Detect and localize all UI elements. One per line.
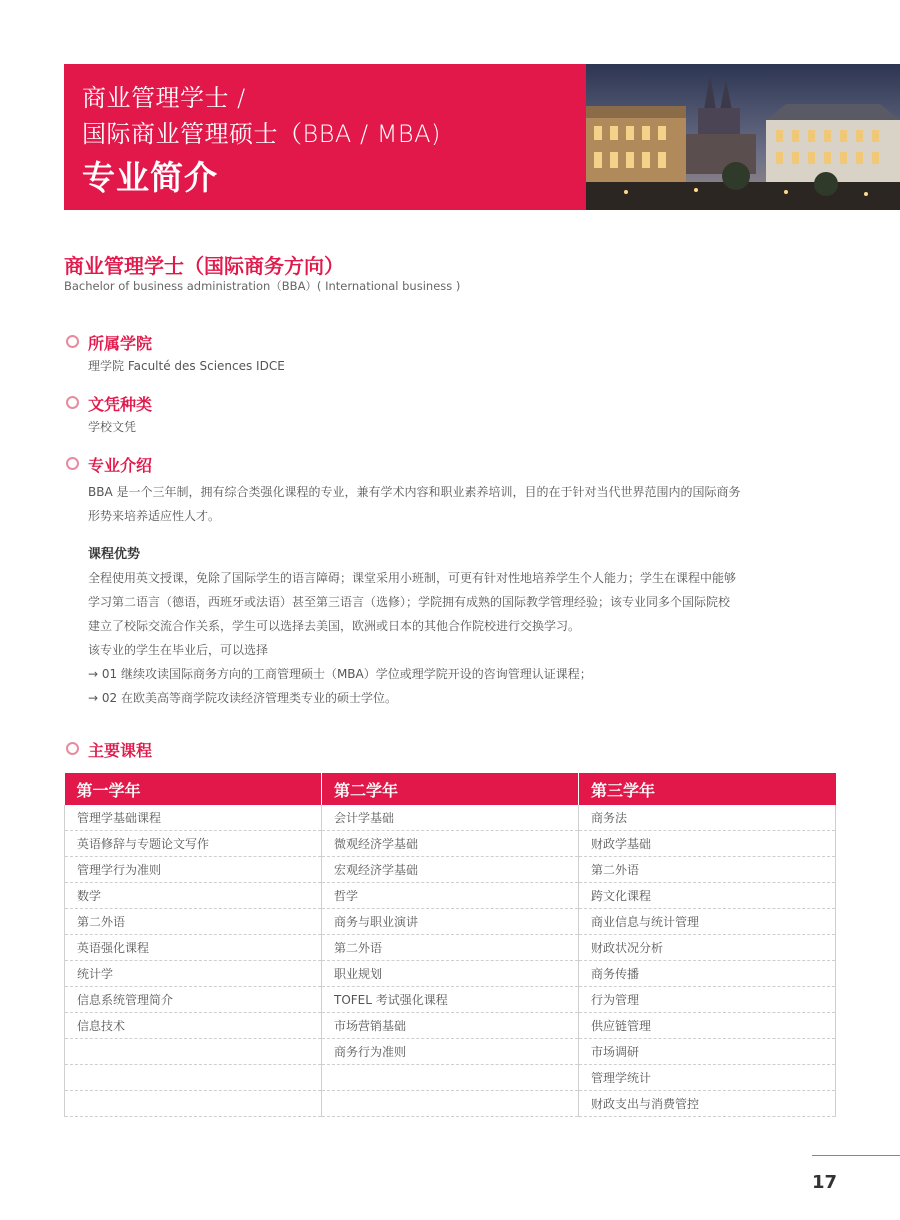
- banner-title-line2: 国际商业管理硕士（BBA / MBA): [82, 120, 441, 148]
- course-cell: 市场调研: [579, 1039, 836, 1065]
- course-cell: 哲学: [322, 883, 579, 909]
- graduate-option-1: → 01 继续攻读国际商务方向的工商管理硕士（MBA）学位或理学院开设的咨询管理认证课程；: [88, 667, 592, 681]
- course-cell: [65, 1065, 322, 1091]
- program-title: 商业管理学士（国际商务方向）: [64, 254, 344, 278]
- diploma-text: 学校文凭: [88, 420, 137, 434]
- table-row: [65, 987, 836, 1013]
- table-row: [65, 935, 836, 961]
- faculty-heading-label: 所属学院: [88, 334, 153, 353]
- course-cell: 管理学基础课程: [65, 805, 322, 831]
- course-cell: 管理学行为准则: [65, 857, 322, 883]
- circle-bullet-icon: [66, 457, 79, 470]
- page-number: 17: [812, 1172, 838, 1193]
- course-cell: 跨文化课程: [579, 883, 836, 909]
- course-cell: 宏观经济学基础: [322, 857, 579, 883]
- course-cell: 信息技术: [65, 1013, 322, 1039]
- table-row: [65, 1065, 836, 1091]
- course-cell: 供应链管理: [579, 1013, 836, 1039]
- table-row: [65, 909, 836, 935]
- circle-bullet-icon: [66, 742, 79, 755]
- faculty-text: 理学院 Faculté des Sciences IDCE: [88, 359, 285, 373]
- table-row: [65, 1039, 836, 1065]
- courses-table: [64, 773, 836, 1117]
- intro-line-1: BBA 是一个三年制，拥有综合类强化课程的专业，兼有学术内容和职业素养培训，目的在于针对当代世界范围内的国际商务: [88, 485, 741, 499]
- table-row: [65, 1013, 836, 1039]
- year-3-header: 第三学年: [579, 773, 836, 805]
- table-row: [65, 883, 836, 909]
- course-cell: 第二外语: [65, 909, 322, 935]
- course-cell: 第二外语: [322, 935, 579, 961]
- page-number-rule: [812, 1155, 900, 1156]
- course-cell: 统计学: [65, 961, 322, 987]
- year-2-header: 第二学年: [322, 773, 579, 805]
- advantages-line-2: 学习第二语言（德语，西班牙或法语）甚至第三语言（选修）；学院拥有成熟的国际教学管理经验；该专业同多个国际院校: [88, 595, 731, 609]
- year-1-header: 第一学年: [65, 773, 322, 805]
- course-cell: TOFEL 考试强化课程: [322, 987, 579, 1013]
- intro-heading-label: 专业介绍: [88, 456, 153, 475]
- courses-heading: [66, 738, 152, 761]
- course-cell: 财政状况分析: [579, 935, 836, 961]
- table-row: [65, 857, 836, 883]
- city-night-photo: [586, 64, 900, 210]
- circle-bullet-icon: [66, 335, 79, 348]
- course-cell: 财政支出与消费管控: [579, 1091, 836, 1117]
- table-row: [65, 831, 836, 857]
- course-cell: [322, 1091, 579, 1117]
- intro-line-2: 形势来培养适应性人才。: [88, 509, 221, 523]
- course-cell: 第二外语: [579, 857, 836, 883]
- table-row: [65, 1091, 836, 1117]
- banner-title-line3: 专业简介: [82, 158, 218, 197]
- course-cell: 商务行为准则: [322, 1039, 579, 1065]
- course-cell: [65, 1039, 322, 1065]
- course-cell: 商务传播: [579, 961, 836, 987]
- banner-title-line1: 商业管理学士 /: [82, 84, 246, 112]
- course-cell: 信息系统管理简介: [65, 987, 322, 1013]
- course-cell: 商业信息与统计管理: [579, 909, 836, 935]
- course-cell: 微观经济学基础: [322, 831, 579, 857]
- course-cell: 财政学基础: [579, 831, 836, 857]
- course-cell: 管理学统计: [579, 1065, 836, 1091]
- advantages-line-1: 全程使用英文授课，免除了国际学生的语言障碍；课堂采用小班制，可更有针对性地培养学生个人能力；学生在课程中能够: [88, 571, 737, 585]
- course-cell: 市场营销基础: [322, 1013, 579, 1039]
- course-cell: [322, 1065, 579, 1091]
- table-row: [65, 961, 836, 987]
- diploma-heading-label: 文凭种类: [88, 395, 153, 414]
- course-cell: 职业规划: [322, 961, 579, 987]
- intro-heading: [66, 453, 152, 476]
- course-cell: 会计学基础: [322, 805, 579, 831]
- courses-heading-label: 主要课程: [88, 741, 153, 760]
- course-cell: 英语修辞与专题论文写作: [65, 831, 322, 857]
- advantages-heading: 课程优势: [88, 547, 141, 562]
- circle-bullet-icon: [66, 396, 79, 409]
- course-cell: [65, 1091, 322, 1117]
- course-cell: 英语强化课程: [65, 935, 322, 961]
- table-row: [65, 805, 836, 831]
- advantages-line-3: 建立了校际交流合作关系，学生可以选择去美国，欧洲或日本的其他合作院校进行交换学习。: [88, 619, 581, 633]
- courses-header-row: [65, 773, 836, 805]
- graduate-option-2: → 02 在欧美高等商学院攻读经济管理类专业的硕士学位。: [88, 691, 397, 705]
- course-cell: 行为管理: [579, 987, 836, 1013]
- city-night-illustration: [586, 64, 900, 210]
- advantages-line-4: 该专业的学生在毕业后，可以选择: [88, 643, 269, 657]
- program-subtitle: Bachelor of business administration（BBA）( International business ): [64, 279, 461, 293]
- diploma-heading: [66, 392, 152, 415]
- course-cell: 商务与职业演讲: [322, 909, 579, 935]
- title-banner: [64, 64, 586, 210]
- course-cell: 数学: [65, 883, 322, 909]
- faculty-heading: [66, 331, 152, 354]
- course-cell: 商务法: [579, 805, 836, 831]
- courses-table-body: [65, 805, 836, 1117]
